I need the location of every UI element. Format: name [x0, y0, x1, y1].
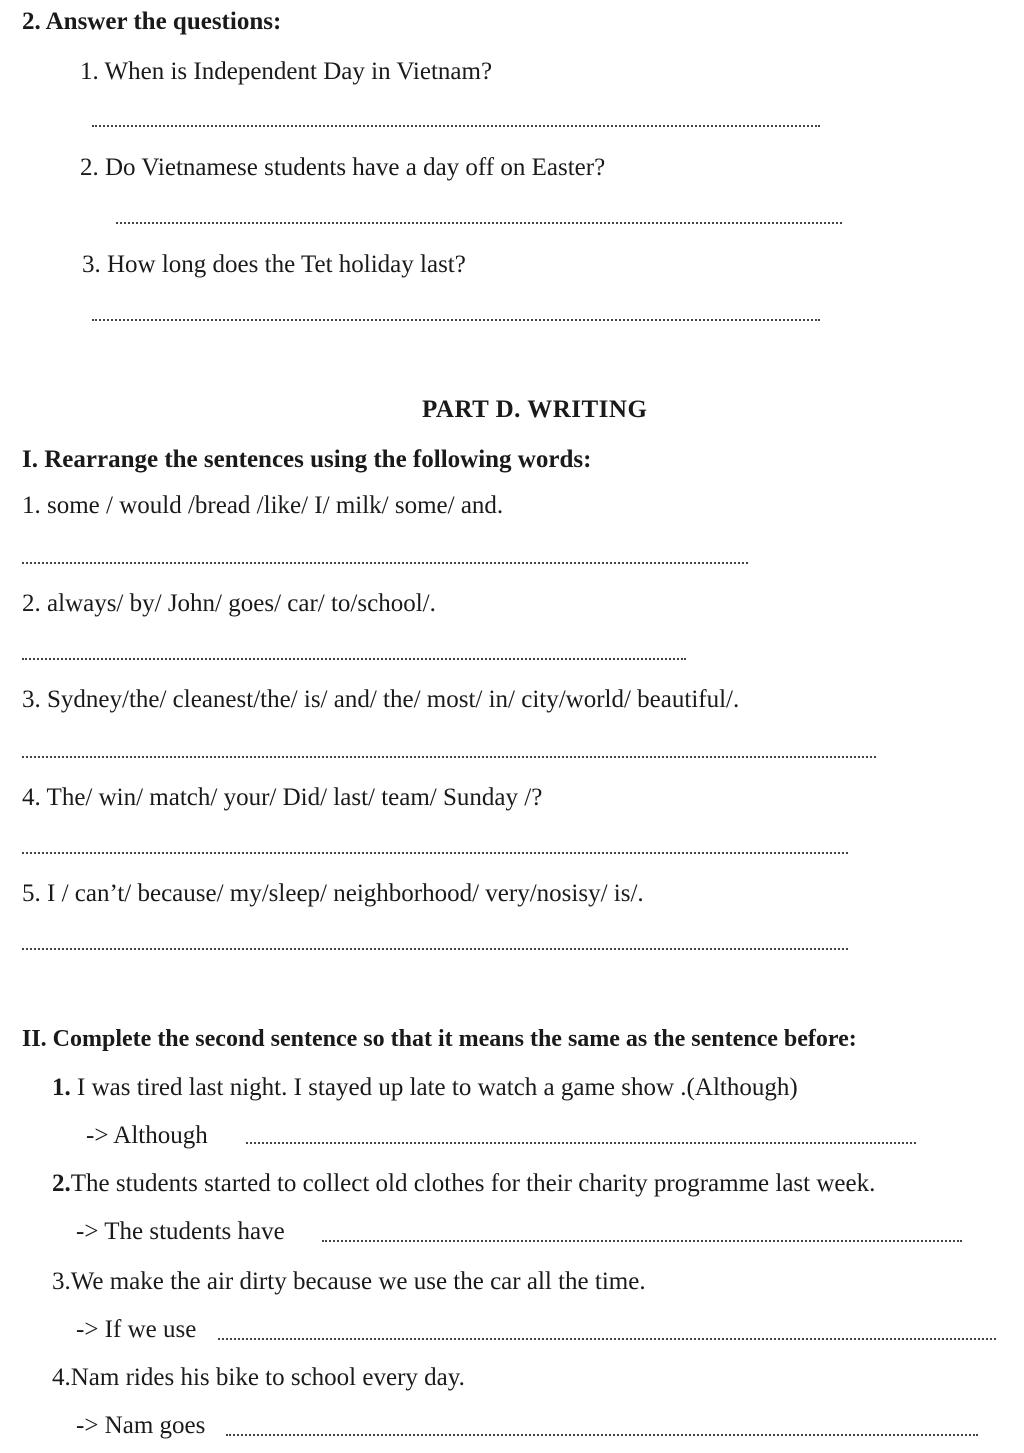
complete-item-3-sentence: We make the air dirty because we use the car all the time. — [70, 1268, 646, 1295]
rearrange-answer-line-5[interactable] — [22, 948, 848, 950]
complete-item-4-prompt: -> Nam goes — [76, 1412, 206, 1439]
complete-answer-line-1[interactable] — [246, 1142, 916, 1144]
rearrange-item-1: 1. some / would /bread /like/ I/ milk/ some/ and. — [22, 492, 504, 519]
complete-item-4 — [52, 1364, 465, 1392]
rearrange-answer-line-3[interactable] — [22, 756, 876, 758]
answer-line-q2[interactable] — [116, 222, 842, 224]
rearrange-item-2: 2. always/ by/ John/ goes/ car/ to/school/. — [22, 590, 436, 617]
complete-item-2-number: 2. — [52, 1170, 71, 1197]
rearrange-item-4: 4. The/ win/ match/ your/ Did/ last/ team/ Sunday /? — [22, 784, 543, 811]
rearrange-answer-line-1[interactable] — [22, 562, 748, 564]
complete-item-1-number: 1. — [52, 1074, 71, 1101]
question-3: 3. How long does the Tet holiday last? — [82, 251, 466, 278]
complete-answer-line-4[interactable] — [226, 1434, 978, 1436]
complete-item-2 — [52, 1170, 875, 1198]
part-d-title: PART D. WRITING — [422, 396, 648, 423]
complete-answer-line-2[interactable] — [322, 1240, 962, 1242]
rearrange-heading: I. Rearrange the sentences using the following words: — [22, 446, 592, 473]
rearrange-answer-line-4[interactable] — [22, 852, 848, 854]
complete-item-3-prompt: -> If we use — [76, 1316, 197, 1343]
complete-answer-line-3[interactable] — [218, 1338, 996, 1340]
rearrange-answer-line-2[interactable] — [22, 658, 686, 660]
complete-item-1-sentence: I was tired last night. I stayed up late to watch a game show .(Although) — [77, 1074, 798, 1101]
complete-item-4-number: 4. — [52, 1364, 71, 1391]
complete-item-1-prompt: -> Although — [86, 1122, 208, 1149]
complete-item-2-prompt: -> The students have — [76, 1218, 285, 1245]
question-1: 1. When is Independent Day in Vietnam? — [80, 58, 493, 85]
question-2: 2. Do Vietnamese students have a day off on Easter? — [80, 154, 606, 181]
answer-questions-heading: 2. Answer the questions: — [22, 8, 282, 35]
complete-item-2-sentence: The students started to collect old clothes for their charity programme last week. — [70, 1170, 876, 1197]
complete-item-3 — [52, 1268, 646, 1296]
complete-item-3-number: 3. — [52, 1268, 71, 1295]
rearrange-item-5: 5. I / can’t/ because/ my/sleep/ neighborhood/ very/nosisy/ is/. — [22, 880, 644, 907]
complete-item-4-sentence: Nam rides his bike to school every day. — [70, 1364, 465, 1391]
answer-line-q3[interactable] — [92, 319, 820, 321]
rearrange-item-3: 3. Sydney/the/ cleanest/the/ is/ and/ the/ most/ in/ city/world/ beautiful/. — [22, 686, 740, 713]
answer-line-q1[interactable] — [92, 125, 820, 127]
complete-heading: II. Complete the second sentence so that it means the same as the sentence before: — [22, 1026, 857, 1052]
complete-item-1 — [52, 1074, 798, 1102]
